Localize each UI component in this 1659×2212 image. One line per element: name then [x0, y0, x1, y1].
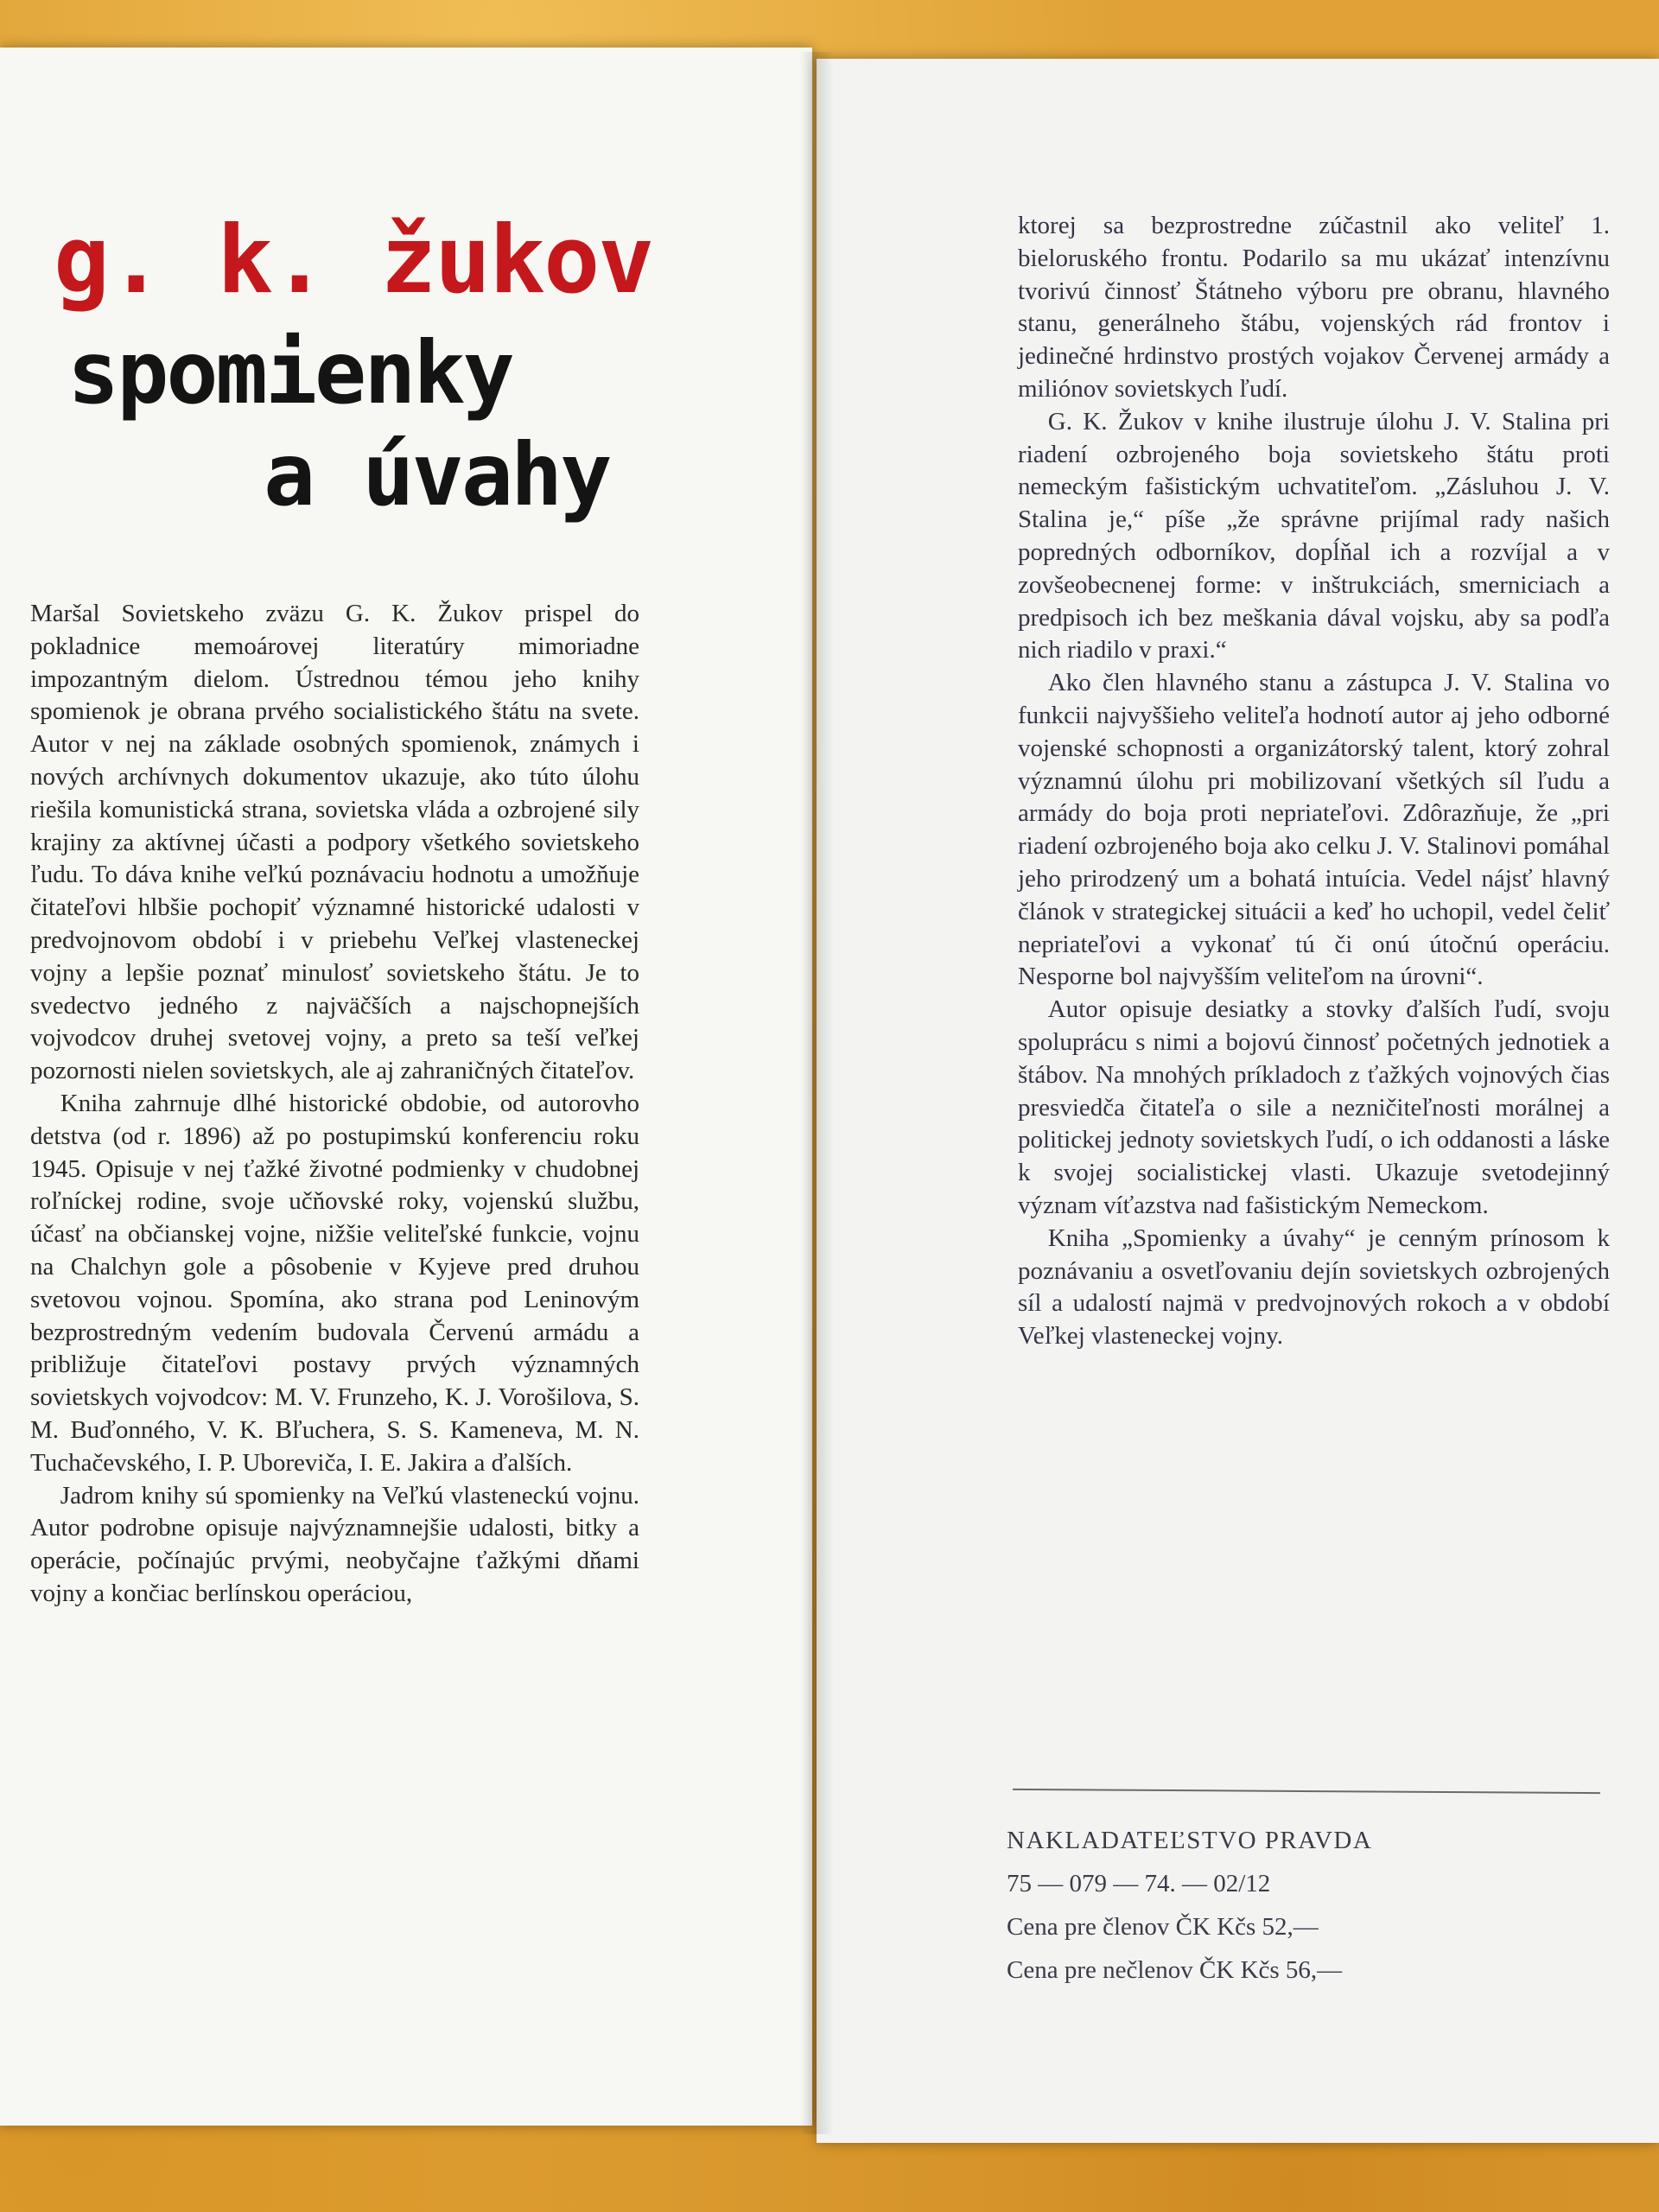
left-paragraph-3: Jadrom knihy sú spomienky na Veľkú vlasteneckú vojnu. Autor podrobne opisuje najvýznamnejšie udalosti, bitky a operácie, počínajúc prvými, neobyčajne ťažkými dňami vojny a končiac berlínskou operáciou, — [30, 1481, 639, 1607]
publication-code: 75 — 079 — 74. — 02/12 — [1007, 1870, 1271, 1897]
author-name-title: g. k. žukov — [54, 207, 653, 315]
book-title-line-1: spomienky — [67, 322, 512, 423]
price-members: Cena pre členov ČK Kčs 52,— — [1007, 1913, 1319, 1941]
right-paragraph-3: Ako člen hlavného stanu a zástupca J. V. Stalina vo funkcii najvyššieho veliteľa hodnotí autor aj jeho odborné vojenské schopnosti a organizátorský talent, ktorý zohral významnú úlohu pri mobilizovaní všetkých síl ľudu a armády do boja proti nepriateľovi. Zdôrazňuje, že „pri riadení ozbrojeného boja ako celku J. V. Stalinovi pomáhal jeho prirodzený um a bohatá intuícia. Vedel nájsť hlavný článok v strategickej situácii a keď ho uchopil, vedel čeliť nepriateľovi a vykonať tú či onú útočnú operáciu. Nesporne bol najvyšším veliteľom na úrovni“. — [1018, 669, 1610, 991]
left-paragraph-1: Maršal Sovietskeho zväzu G. K. Žukov prispel do pokladnice memoárovej literatúry mimoriadne impozantným dielom. Ústrednou témou jeho knihy spomienok je obrana prvého socialistického štátu na svete. Autor v nej na základe osobných spomienok, známych i nových archívnych dokumentov ukazuje, ako túto úlohu riešila komunistická strana, sovietska vláda a ozbrojené sily krajiny za aktívnej účasti a podpory všetkého sovietskeho ľudu. To dáva knihe veľkú poznávaciu hodnotu a umožňuje čitateľovi hlbšie pochopiť významné historické udalosti v predvojnovom období i v priebehu Veľkej vlasteneckej vojny a lepšie poznať minulosť sovietskeho štátu. Je to svedectvo jedného z najväčších a najschopnejších vojvodcov druhej svetovej vojny, a preto sa teší veľkej pozornosti nielen sovietskych, ale aj zahraničných čitateľov. — [30, 600, 639, 1085]
left-text-column — [30, 598, 639, 1611]
right-paragraph-5: Kniha „Spomienky a úvahy“ je cenným prínosom k poznávaniu a osvetľovaniu dejín sovietskych ozbrojených síl a udalostí najmä v predvojnových rokoch a v období Veľkej vlasteneckej vojny. — [1018, 1224, 1610, 1351]
publisher-name: NAKLADATEĽSTVO PRAVDA — [1007, 1827, 1373, 1854]
right-paragraph-1: ktorej sa bezprostredne zúčastnil ako veliteľ 1. bieloruského frontu. Podarilo sa mu ukázať intenzívnu tvorivú činnosť Štátneho výboru pre obranu, hlavného stanu, generálneho štábu, vojenských rád frontov i jedinečné hrdinstvo prostých vojakov Červenej armády a miliónov sovietskych ľudí. — [1018, 212, 1610, 403]
imprint-block — [1007, 1819, 1560, 1992]
right-paragraph-4: Autor opisuje desiatky a stovky ďalších ľudí, svoju spoluprácu s nimi a bojovú činnosť početných jednotiek a štábov. Na mnohých príkladoch z ťažkých vojnových čias presviedča čitateľa o sile a nezničiteľnosti morálnej a politickej jednoty sovietskych ľudí, o ich oddanosti a láske k svojej socialistickej vlasti. Ukazuje svetodejinný význam víťazstva nad fašistickým Nemeckom. — [1018, 995, 1610, 1219]
left-paragraph-2: Kniha zahrnuje dlhé historické obdobie, od autorovho detstva (od r. 1896) až po postupimskú konferenciu roku 1945. Opisuje v nej ťažké životné podmienky v chudobnej roľníckej rodine, svoje učňovské roky, vojenskú službu, účasť na občianskej vojne, nižšie veliteľské funkcie, vojnu na Chalchyn gole a pôsobenie v Kyjeve pred druhou svetovou vojnou. Spomína, ako strana pod Leninovým bezprostredným vedením budovala Červenú armádu a približuje čitateľovi postavy prvých významných sovietskych vojvodcov: M. V. Frunzeho, K. J. Vorošilova, S. M. Buďonného, V. K. Bľuchera, S. S. Kameneva, M. N. Tuchačevského, I. P. Uboreviča, I. E. Jakira a ďalších. — [30, 1089, 639, 1477]
price-non-members: Cena pre nečlenov ČK Kčs 56,— — [1007, 1956, 1343, 1984]
right-text-column — [1018, 210, 1610, 1353]
book-spine-shadow — [799, 52, 834, 2134]
right-paragraph-2: G. K. Žukov v knihe ilustruje úlohu J. V. Stalina pri riadení ozbrojeného boja sovietskeho štátu proti nemeckým fašistickým uchvatiteľom. „Zásluhou J. V. Stalina je,“ píše „že správne prijímal rady našich popredných odborníkov, dopĺňal ich a rozvíjal a v zovšeobecnenej forme: v inštrukciách, smerniciach a predpisoch ich bez meškania dával vojsku, aby sa podľa nich riadilo v praxi.“ — [1018, 407, 1610, 664]
book-title-line-2: a úvahy — [264, 424, 610, 525]
